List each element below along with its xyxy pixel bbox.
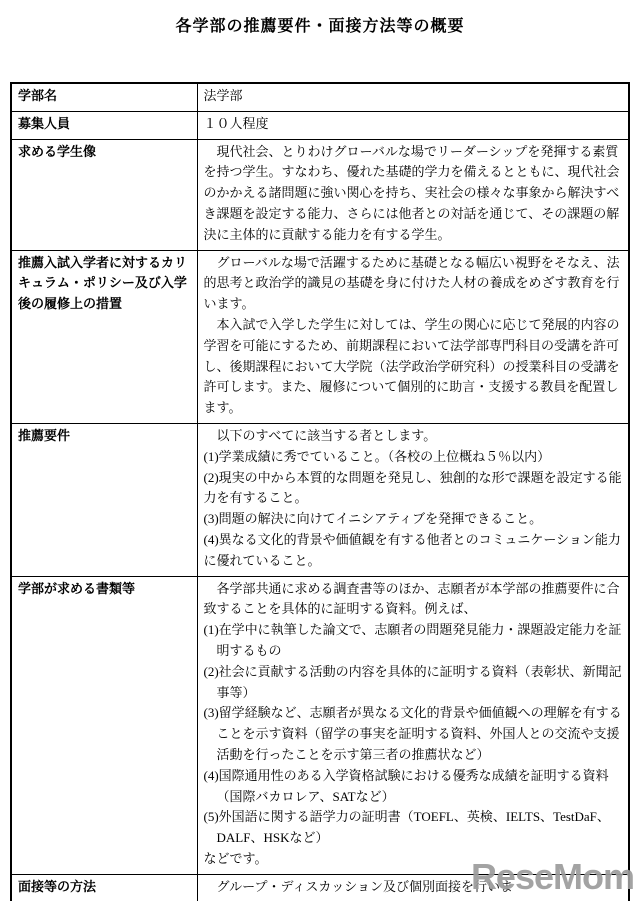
table-row-capacity — [11, 111, 629, 139]
list-item: (4)異なる文化的背景や価値観を有する他者とのコミュニケーション能力に優れていること。 — [203, 531, 621, 568]
row-content — [197, 139, 629, 250]
list-item: (5)外国語に関する語学力の証明書（TOEFL、英検、IELTS、TestDaF、DALF、HSKなど） — [203, 809, 610, 846]
row-label: 求める学生像 — [11, 139, 197, 250]
row-label: 学部名 — [11, 83, 197, 111]
paragraph: グループ・ディスカッション及び個別面接を行いま — [216, 878, 514, 894]
table-row-desired-student — [11, 139, 629, 250]
row-label: 学部が求める書類等 — [11, 576, 197, 874]
paragraph: 以下のすべてに該当する者とします。 — [216, 427, 437, 443]
paragraph: 法学部 — [203, 88, 243, 103]
row-content — [197, 576, 629, 874]
row-content — [197, 111, 629, 139]
row-content — [197, 83, 629, 111]
paragraph: 各学部共通に求める調査書等のほか、志願者が本学部の推薦要件に合致することを具体的に証明する資料。例えば、 — [203, 580, 620, 617]
table-row-required-documents — [11, 576, 629, 874]
paragraph: グローバルな場で活躍するために基礎となる幅広い視野をそなえ、法的思考と政治学的識見の基礎を身に付けた人材の養成をめざす教育を行います。 — [203, 254, 620, 312]
paragraph: １０人程度 — [203, 115, 269, 131]
row-label: 推薦要件 — [11, 423, 197, 576]
list-item: (1)在学中に執筆した論文で、志願者の問題発見能力・課題設定能力を証明するもの — [203, 622, 622, 658]
paragraph: 現代社会、とりわけグローバルな場でリーダーシップを発揮する素質を持つ学生。すなわち、優れた基礎的学力を備えるとともに、現代社会のかかえる諸問題に強い関心を持ち、実社会の様々な事象から解決すべき課題を設定する能力、さらには他者との対話を通じて、その課題の解決に主体的に貢献する能力を有する学生。 — [203, 143, 620, 242]
row-label: 募集人員 — [11, 111, 197, 139]
list-item: (4)国際通用性のある入学資格試験における優秀な成績を証明する資料（国際バカロレア、SATなど） — [203, 767, 609, 804]
table-row-recommendation-requirements — [11, 423, 629, 576]
list-item: (2)現実の中から本質的な問題を発見し、独創的な形で課題を設定する能力を有すること。 — [203, 469, 622, 506]
row-label: 面接等の方法 — [11, 874, 197, 901]
document-table — [10, 82, 630, 901]
paragraph: などです。 — [203, 850, 268, 866]
table-row-faculty-name — [11, 83, 629, 111]
table-row-curriculum-policy — [11, 250, 629, 423]
resemom-watermark-logo: ReseMom — [470, 856, 634, 897]
row-content — [197, 250, 629, 423]
list-item: (3)問題の解決に向けてイニシアティブを発揮できること。 — [203, 511, 543, 527]
list-item: (1)学業成績に秀でていること。（各校の上位概ね５％以内） — [203, 448, 551, 464]
list-item: (2)社会に貢献する活動の内容を具体的に証明する資料（表彰状、新聞記事等） — [203, 663, 622, 700]
row-content — [197, 423, 629, 576]
paragraph: 本入試で入学した学生に対しては、学生の関心に応じて発展的内容の学習を可能にするため、前期課程において法学部専門科目の受講を許可し、後期課程において大学院（法学政治学研究科）の授業科目の受講を許可します。また、履修について個別的に助言・支援する教員を配置します。 — [203, 316, 620, 416]
list-item: (3)留学経験など、志願者が異なる文化的背景や価値観への理解を有することを示す資料（留学の事実を証明する資料、外国人との交流や支援活動を行ったことを示す第三者の推薦状など） — [203, 705, 622, 762]
page-title: 各学部の推薦要件・面接方法等の概要 — [175, 18, 465, 35]
row-label: 推薦入試入学者に対するカリキュラム・ポリシー及び入学後の履修上の措置 — [11, 250, 197, 423]
